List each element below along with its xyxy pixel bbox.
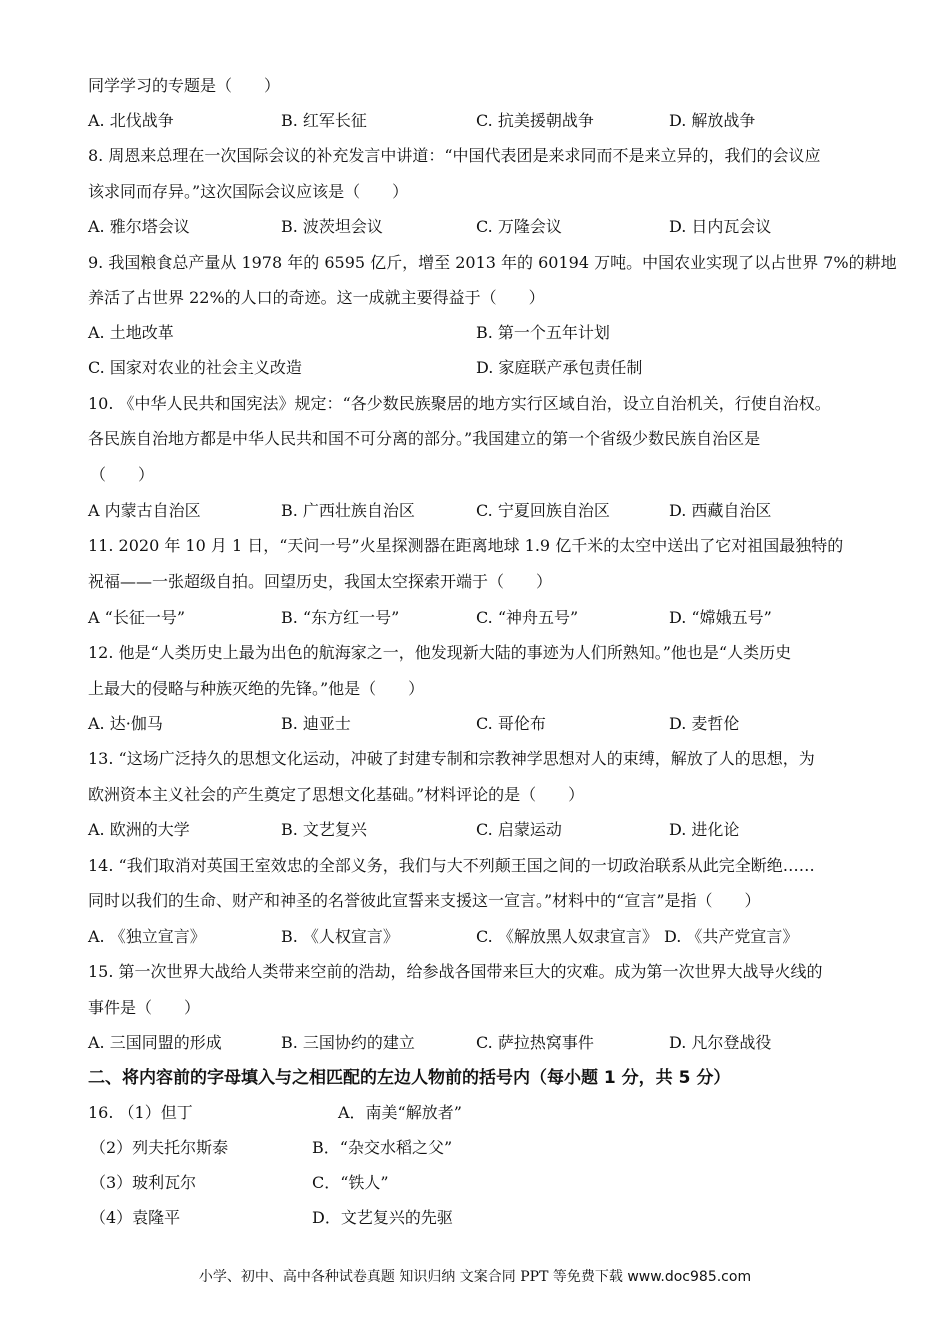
q16-right-b: B．“杂交水稻之父” xyxy=(312,1138,453,1157)
q16-right-c: C．“铁人” xyxy=(312,1173,389,1192)
q8-option-c: C. 万隆会议 xyxy=(476,217,562,236)
footer-link[interactable]: www.doc985.com xyxy=(627,1269,752,1285)
q11-stem-line2: 祝福——一张超级自拍。回望历史，我国太空探索开端于（ ） xyxy=(88,572,553,591)
q9-option-a: A. 土地改革 xyxy=(88,323,174,342)
section2-heading: 二、将内容前的字母填入与之相匹配的左边人物前的括号内（每小题 1 分，共 5 分） xyxy=(88,1068,731,1088)
q10-option-a: A 内蒙古自治区 xyxy=(88,501,201,520)
q13-option-b: B. 文艺复兴 xyxy=(281,820,367,839)
q11-option-d: D. “嫦娥五号” xyxy=(669,608,772,627)
q16-left-3: （3）玻利瓦尔 xyxy=(90,1173,197,1192)
q12-stem-line1: 12. 他是“人类历史上最为出色的航海家之一，他发现新大陆的事迹为人们所熟知。”他也是“人类历史 xyxy=(88,643,792,662)
q15-stem-line2: 事件是（ ） xyxy=(88,998,201,1017)
q11-stem-line1: 11. 2020 年 10 月 1 日，“天问一号”火星探测器在距离地球 1.9 亿千米的太空中送出了它对祖国最独特的 xyxy=(88,536,844,555)
q13-option-a: A. 欧洲的大学 xyxy=(88,820,190,839)
q10-stem-line3: （ ） xyxy=(90,465,155,484)
q16-left-2: （2）列夫托尔斯泰 xyxy=(90,1138,229,1157)
q8-option-a: A. 雅尔塔会议 xyxy=(88,217,190,236)
q10-option-d: D. 西藏自治区 xyxy=(669,501,772,520)
q12-option-c: C. 哥伦布 xyxy=(476,714,546,733)
q12-option-b: B. 迪亚士 xyxy=(281,714,351,733)
q8-stem-line2: 该求同而存异。”这次国际会议应该是（ ） xyxy=(88,182,409,201)
q9-option-d: D. 家庭联产承包责任制 xyxy=(476,358,643,377)
q7-option-b: B. 红军长征 xyxy=(281,111,367,130)
q9-stem-line1: 9. 我国粮食总产量从 1978 年的 6595 亿斤，增至 2013 年的 60194 万吨。中国农业实现了以占世界 7%的耕地 xyxy=(88,253,897,272)
q13-stem-line1: 13. “这场广泛持久的思想文化运动，冲破了封建专制和宗教神学思想对人的束缚，解放了人的思想，为 xyxy=(88,749,815,768)
q16-right-d: D．文艺复兴的先驱 xyxy=(312,1208,453,1227)
q9-option-c: C. 国家对农业的社会主义改造 xyxy=(88,358,302,377)
q14-stem-line2: 同时以我们的生命、财产和神圣的名誉彼此宣誓来支援这一宣言。”材料中的“宣言”是指（ ） xyxy=(88,891,761,910)
q12-stem-line2: 上最大的侵略与种族灭绝的先锋。”他是（ ） xyxy=(88,679,425,698)
q15-option-a: A. 三国同盟的形成 xyxy=(88,1033,222,1052)
q11-option-a: A “长征一号” xyxy=(88,608,186,627)
q8-option-b: B. 波茨坦会议 xyxy=(281,217,383,236)
q8-stem-line1: 8. 周恩来总理在一次国际会议的补充发言中讲道：“中国代表团是来求同而不是来立异的，我们的会议应 xyxy=(88,146,821,165)
q10-option-b: B. 广西壮族自治区 xyxy=(281,501,415,520)
q7-stem: 同学学习的专题是（ ） xyxy=(88,76,281,95)
q16-left-4: （4）袁隆平 xyxy=(90,1208,181,1227)
q9-stem-line2: 养活了占世界 22%的人口的奇迹。这一成就主要得益于（ ） xyxy=(88,288,545,307)
q10-stem-line2: 各民族自治地方都是中华人民共和国不可分离的部分。”我国建立的第一个省级少数民族自治区是 xyxy=(88,429,761,448)
q7-option-d: D. 解放战争 xyxy=(669,111,756,130)
q14-stem-line1: 14. “我们取消对英国王室效忠的全部义务，我们与大不列颠王国之间的一切政治联系从此完全断绝…… xyxy=(88,856,815,875)
q14-option-c: C. 《解放黑人奴隶宣言》 xyxy=(476,927,658,946)
q15-stem-line1: 15. 第一次世界大战给人类带来空前的浩劫，给参战各国带来巨大的灾难。成为第一次世界大战导火线的 xyxy=(88,962,823,981)
q15-option-b: B. 三国协约的建立 xyxy=(281,1033,415,1052)
q14-option-d: D. 《共产党宣言》 xyxy=(664,927,799,946)
q8-option-d: D. 日内瓦会议 xyxy=(669,217,772,236)
q11-option-c: C. “神舟五号” xyxy=(476,608,579,627)
q9-option-b: B. 第一个五年计划 xyxy=(476,323,610,342)
q12-option-d: D. 麦哲伦 xyxy=(669,714,740,733)
q10-stem-line1: 10. 《中华人民共和国宪法》规定：“各少数民族聚居的地方实行区域自治，设立自治机关，行使自治权。 xyxy=(88,394,831,413)
q14-option-b: B. 《人权宣言》 xyxy=(281,927,399,946)
page-footer xyxy=(0,1268,950,1286)
q16-right-a: A．南美“解放者” xyxy=(338,1103,462,1122)
q7-option-c: C. 抗美援朝战争 xyxy=(476,111,594,130)
footer-text: 小学、初中、高中各种试卷真题 知识归纳 文案合同 PPT 等免费下载 xyxy=(198,1269,623,1285)
q15-option-c: C. 萨拉热窝事件 xyxy=(476,1033,594,1052)
q14-option-a: A. 《独立宣言》 xyxy=(88,927,206,946)
q7-option-a: A. 北伐战争 xyxy=(88,111,174,130)
q10-option-c: C. 宁夏回族自治区 xyxy=(476,501,610,520)
q13-option-c: C. 启蒙运动 xyxy=(476,820,562,839)
q12-option-a: A. 达·伽马 xyxy=(88,714,163,733)
q16-left-1: 16. （1）但丁 xyxy=(88,1103,193,1122)
q11-option-b: B. “东方红一号” xyxy=(281,608,400,627)
q13-option-d: D. 进化论 xyxy=(669,820,740,839)
q15-option-d: D. 凡尔登战役 xyxy=(669,1033,772,1052)
q13-stem-line2: 欧洲资本主义社会的产生奠定了思想文化基础。”材料评论的是（ ） xyxy=(88,785,585,804)
